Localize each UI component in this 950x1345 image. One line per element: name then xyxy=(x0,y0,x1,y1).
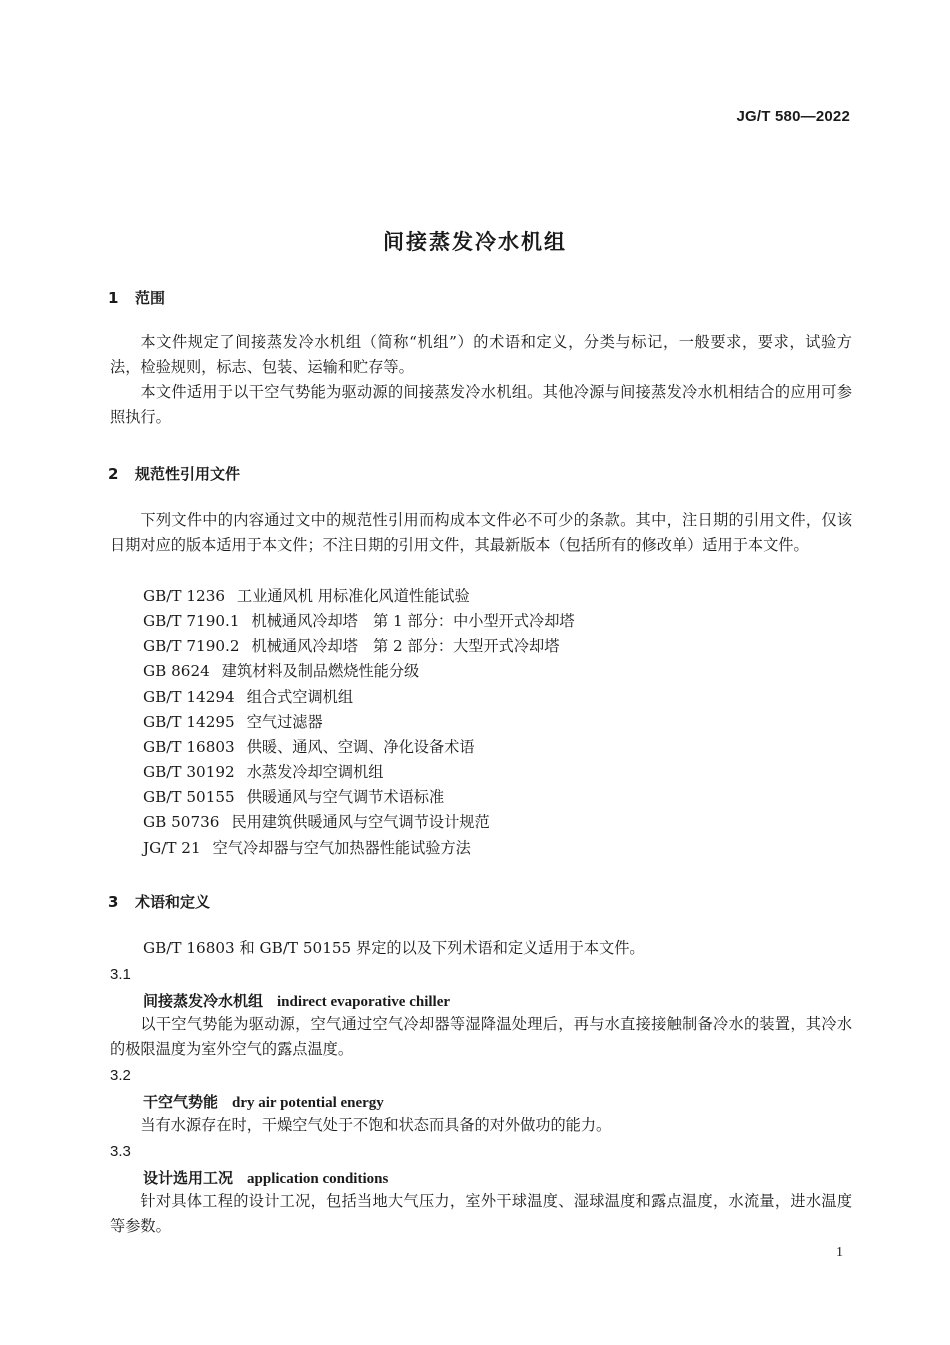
reference-title: 供暖、通风、空调、净化设备术语 xyxy=(246,738,475,756)
reference-item xyxy=(143,710,323,735)
term-name xyxy=(143,990,450,1011)
reference-title: 供暖通风与空气调节术语标准 xyxy=(246,788,445,806)
term-name xyxy=(143,1167,388,1188)
reference-item xyxy=(143,685,353,710)
section-title: 规范性引用文件 xyxy=(135,465,241,483)
reference-code: GB/T 1236 xyxy=(143,587,226,605)
term-zh: 间接蒸发冷水机组 xyxy=(143,992,264,1010)
term-definition: 针对具体工程的设计工况，包括当地大气压力，室外干球温度、湿球温度和露点温度，水流量，进水温度等参数。 xyxy=(110,1192,852,1235)
section-3-heading xyxy=(108,891,210,912)
terms-intro: GB/T 16803 和 GB/T 50155 界定的以及下列术语和定义适用于本文件。 xyxy=(143,939,645,957)
term-en: dry air potential energy xyxy=(232,1095,384,1111)
section-number: 3 xyxy=(108,893,119,911)
reference-item xyxy=(143,634,559,659)
term-en: indirect evaporative chiller xyxy=(277,994,451,1010)
page-number: 1 xyxy=(836,1245,843,1260)
reference-item xyxy=(143,785,444,810)
reference-item xyxy=(143,836,471,861)
reference-item xyxy=(143,609,575,634)
reference-title: 机械通风冷却塔 第 1 部分：中小型开式冷却塔 xyxy=(251,612,575,630)
section-number: 2 xyxy=(108,465,119,483)
term-number: 3.2 xyxy=(110,1067,131,1084)
section-2-heading xyxy=(108,463,240,484)
reference-code: GB/T 7190.1 xyxy=(143,612,240,630)
reference-item xyxy=(143,735,475,760)
term-definition: 以干空气势能为驱动源，空气通过空气冷却器等湿降温处理后，再与水直接接触制备冷水的装置，其冷水的极限温度为室外空气的露点温度。 xyxy=(110,1015,852,1058)
reference-title: 民用建筑供暖通风与空气调节设计规范 xyxy=(231,813,490,831)
reference-code: GB/T 14295 xyxy=(143,713,235,731)
term-name xyxy=(143,1091,384,1112)
term-zh: 设计选用工况 xyxy=(143,1169,234,1187)
reference-item xyxy=(143,760,383,785)
standard-code: JG/T 580—2022 xyxy=(736,108,850,125)
reference-code: GB/T 30192 xyxy=(143,763,235,781)
reference-item xyxy=(143,659,419,684)
reference-item xyxy=(143,810,490,835)
term-en: application conditions xyxy=(247,1171,389,1187)
reference-title: 机械通风冷却塔 第 2 部分：大型开式冷却塔 xyxy=(251,637,560,655)
term-definition: 当有水源存在时，干燥空气处于不饱和状态而具备的对外做功的能力。 xyxy=(140,1116,612,1134)
reference-title: 组合式空调机组 xyxy=(246,688,353,706)
scope-paragraph-2: 本文件适用于以干空气势能为驱动源的间接蒸发冷水机组。其他冷源与间接蒸发冷水机相结合的应用可参照执行。 xyxy=(110,383,852,426)
scope-paragraph-1: 本文件规定了间接蒸发冷水机组（简称“机组”）的术语和定义，分类与标记，一般要求，要求，试验方法，检验规则，标志、包装、运输和贮存等。 xyxy=(110,333,852,376)
reference-code: GB 50736 xyxy=(143,813,220,831)
references-intro: 下列文件中的内容通过文中的规范性引用而构成本文件必不可少的条款。其中，注日期的引用文件，仅该日期对应的版本适用于本文件；不注日期的引用文件，其最新版本（包括所有的修改单）适用于本文件。 xyxy=(110,511,852,554)
reference-item xyxy=(143,584,470,609)
document-title: 间接蒸发冷水机组 xyxy=(383,230,567,254)
reference-code: GB/T 50155 xyxy=(143,788,235,806)
term-number: 3.3 xyxy=(110,1143,131,1160)
reference-code: GB/T 14294 xyxy=(143,688,235,706)
reference-code: GB 8624 xyxy=(143,662,210,680)
term-zh: 干空气势能 xyxy=(143,1093,219,1111)
section-1-heading xyxy=(108,287,165,308)
reference-title: 空气过滤器 xyxy=(246,713,323,731)
section-title: 术语和定义 xyxy=(135,893,211,911)
reference-code: GB/T 7190.2 xyxy=(143,637,240,655)
reference-title: 空气冷却器与空气加热器性能试验方法 xyxy=(212,839,471,857)
reference-title: 建筑材料及制品燃烧性能分级 xyxy=(221,662,420,680)
term-number: 3.1 xyxy=(110,966,131,983)
reference-title: 工业通风机 用标准化风道性能试验 xyxy=(237,587,470,605)
reference-code: JG/T 21 xyxy=(143,839,201,857)
reference-code: GB/T 16803 xyxy=(143,738,235,756)
section-title: 范围 xyxy=(135,289,166,307)
section-number: 1 xyxy=(108,289,119,307)
reference-title: 水蒸发冷却空调机组 xyxy=(246,763,384,781)
